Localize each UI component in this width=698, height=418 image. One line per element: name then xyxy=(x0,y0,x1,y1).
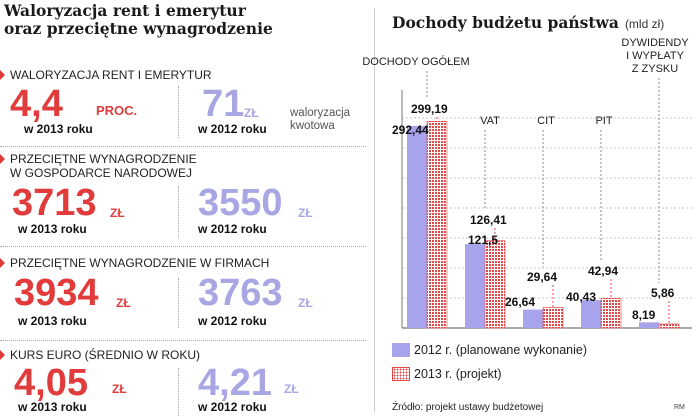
source-note: Źródło: projekt ustawy budżetowej xyxy=(392,402,544,413)
legend-label-2012: 2012 r. (planowane wykonanie) xyxy=(414,343,588,357)
category-label: VAT xyxy=(480,115,500,127)
section-heading-line: WALORYZACJA RENT I EMERYTUR xyxy=(10,68,212,82)
year-2013-label: w 2013 roku xyxy=(24,122,93,136)
unit-2013: PROC. xyxy=(96,103,138,118)
unit-2013: ZŁ xyxy=(116,296,131,310)
bar-2012 xyxy=(581,300,601,328)
unit-2012: ZŁ xyxy=(284,382,299,396)
section-heading-line: PRZECIĘTNE WYNAGRODZENIE xyxy=(10,152,197,166)
legend-label-2013: 2013 r. (projekt) xyxy=(414,367,502,381)
category-label: PIT xyxy=(595,115,613,127)
unit-2013: ZŁ xyxy=(112,382,127,396)
value-label-2013: 42,94 xyxy=(588,264,619,278)
year-2012-label: w 2012 roku xyxy=(198,314,267,328)
value-2012: 3763 xyxy=(198,272,283,314)
unit-2012: ZŁ xyxy=(298,296,313,310)
section-heading-line: KURS EURO (ŚREDNIO W ROKU) xyxy=(10,348,201,362)
chart-bars xyxy=(407,121,679,328)
value-2013: 3713 xyxy=(12,182,97,224)
value-label-2012: 40,43 xyxy=(566,290,597,304)
bar-2012 xyxy=(407,126,427,328)
category-label: Z ZYSKU xyxy=(631,63,679,75)
chart-unit: (mld zł) xyxy=(624,17,665,31)
year-2013-label: w 2013 roku xyxy=(18,314,87,328)
value-2012: 4,21 xyxy=(198,362,272,404)
left-title-line2: oraz przeciętne wynagrodzenie xyxy=(4,19,273,38)
category-label: CIT xyxy=(537,115,555,127)
bar-2013 xyxy=(601,298,621,328)
chart-title-text: Dochody budżetu państwa xyxy=(392,13,619,32)
left-title-line1: Waloryzacja rent i emerytur xyxy=(4,1,246,20)
year-2013-label: w 2013 roku xyxy=(18,400,87,414)
year-2012-label: w 2012 roku xyxy=(198,400,267,414)
value-2013: 4,4 xyxy=(10,83,63,125)
value-label-2013: 126,41 xyxy=(470,213,507,227)
author-initials: RM xyxy=(674,404,685,411)
category-label: DYWIDENDY xyxy=(621,37,689,49)
legend-swatch-2013 xyxy=(392,367,410,381)
value-2013: 4,05 xyxy=(14,362,88,404)
unit-2012: ZŁ xyxy=(244,106,259,120)
year-2013-label: w 2013 roku xyxy=(18,222,87,236)
section-heading-line: W GOSPODARCE NARODOWEJ xyxy=(10,166,193,180)
value-2013: 3934 xyxy=(14,272,99,314)
value-label-2012: 121,5 xyxy=(468,233,499,247)
bar-2012 xyxy=(523,310,543,328)
value-label-2013: 5,86 xyxy=(651,286,675,300)
bar-2013 xyxy=(427,121,447,328)
value-2012: 3550 xyxy=(198,182,283,224)
indexation-note: waloryzacja kwotowa xyxy=(290,107,351,132)
bar-2012 xyxy=(639,322,659,328)
unit-2012: ZŁ xyxy=(298,206,313,220)
value-2012: 71 xyxy=(202,83,245,125)
category-label: DOCHODY OGÓŁEM xyxy=(362,56,470,68)
unit-2013: ZŁ xyxy=(110,206,125,220)
value-label-2012: 8,19 xyxy=(632,308,656,322)
year-2012-label: w 2012 roku xyxy=(198,122,267,136)
category-label: I WYPŁATY xyxy=(626,50,684,62)
value-label-2012: 26,64 xyxy=(505,295,536,309)
bar-2013 xyxy=(659,324,679,328)
year-2012-label: w 2012 roku xyxy=(198,222,267,236)
value-label-2013: 29,64 xyxy=(527,270,558,284)
value-label-2012: 292,44 xyxy=(392,123,429,137)
legend-swatch-2012 xyxy=(392,343,410,357)
bar-2013 xyxy=(485,241,505,328)
bar-2012 xyxy=(465,244,485,328)
value-label-2013: 299,19 xyxy=(411,102,448,116)
bar-2013 xyxy=(543,308,563,328)
section-heading-line: PRZECIĘTNE WYNAGRODZENIE W FIRMACH xyxy=(10,256,270,270)
